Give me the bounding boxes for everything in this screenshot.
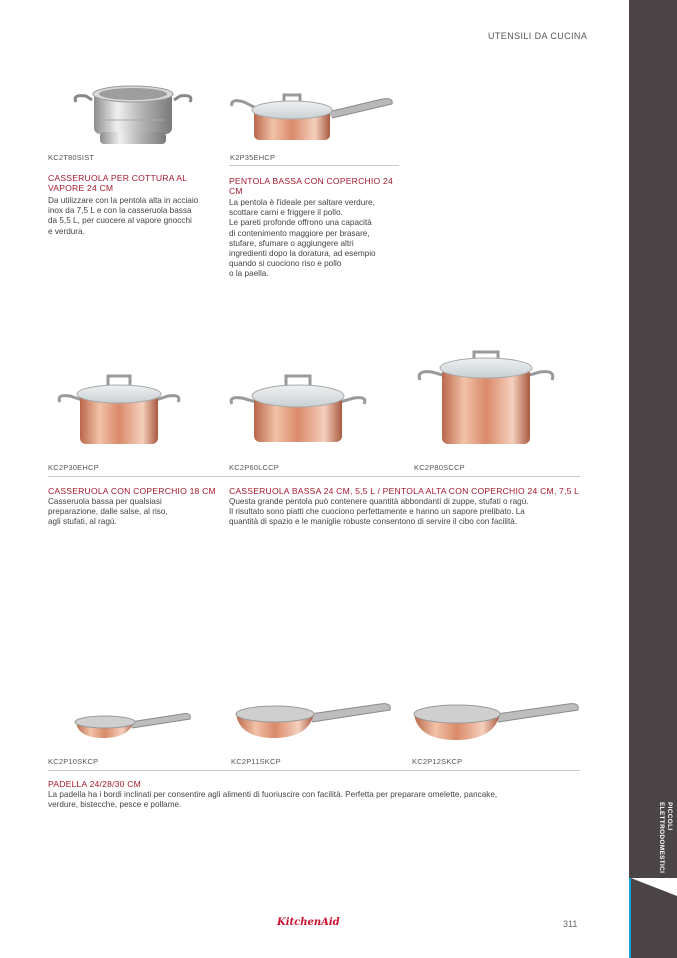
product-code: KC2P80SCCP: [414, 463, 465, 472]
section-header: UTENSILI DA CUCINA: [488, 31, 588, 41]
product-title: CASSERUOLA CON COPERCHIO 18 CM: [48, 486, 216, 496]
product-title: PENTOLA BASSA CON COPERCHIO 24 CM: [229, 176, 393, 196]
product-description: Casseruola bassa per qualsiasi preparazione, dalle salse, al riso, agli stufati, al ragù.: [48, 497, 168, 527]
saute-pan-image: [228, 86, 398, 146]
frying-pan-28-image: [232, 700, 396, 742]
product-code: KC2T80SIST: [48, 153, 95, 162]
low-casserole-image: [228, 366, 368, 448]
product-description: La pentola è l'ideale per saltare verdure, scottare carni e friggere il pollo. Le pareti profonde offrono una capacità di contenimento maggiore per brasare, stufare, sfumare o aggiungere altri ingredienti dopo la doratura, ad esempio quando si cuociono riso e pollo o la paella.: [229, 198, 376, 279]
product-code: KC2P30EHCP: [48, 463, 99, 472]
product-code: KC2P60LCCP: [229, 463, 279, 472]
product-description: Da utilizzare con la pentola alta in acciaio inox da 7,5 L e con la casseruola bassa da 5,5 L, per cuocere al vapore gnocchi e verdura.: [48, 196, 199, 236]
product-description: La padella ha i bordi inclinati per consentire agli alimenti di fuoriuscire con facilità. Perfetta per preparare omelette, pancake, verdure, bistecche, pesce e pollame.: [48, 790, 498, 810]
product-description: Questa grande pentola può contenere quantità abbondanti di zuppe, stufati o ragù. Il risultato sono piatti che cuociono perfettamente e hanno un sapore prelibato. La quantità di spazio e le maniglie robuste consentono di servire il cibo con facilità.: [229, 497, 529, 527]
product-title: PADELLA 24/28/30 CM: [48, 779, 141, 789]
divider: [229, 165, 399, 166]
page-number: 311: [563, 919, 578, 929]
product-code: KC2P11SKCP: [231, 757, 281, 766]
product-title: CASSERUOLA PER COTTURA AL VAPORE 24 CM: [48, 173, 187, 193]
product-code: K2P35EHCP: [230, 153, 276, 162]
product-title: CASSERUOLA BASSA 24 CM, 5,5 L / PENTOLA ALTA CON COPERCHIO 24 CM, 7,5 L: [229, 486, 580, 496]
divider: [48, 476, 580, 477]
sidebar-label: PICCOLI ELETTRODOMESTICI: [658, 802, 673, 874]
product-code: KC2P10SKCP: [48, 757, 99, 766]
frying-pan-30-image: [412, 700, 582, 744]
casserole-image: [56, 372, 182, 448]
steamer-image: [72, 80, 194, 150]
divider: [48, 770, 580, 771]
kitchenaid-logo: KitchenAid: [277, 917, 340, 928]
stockpot-image: [416, 350, 556, 450]
product-code: KC2P12SKCP: [412, 757, 463, 766]
frying-pan-24-image: [70, 710, 194, 742]
